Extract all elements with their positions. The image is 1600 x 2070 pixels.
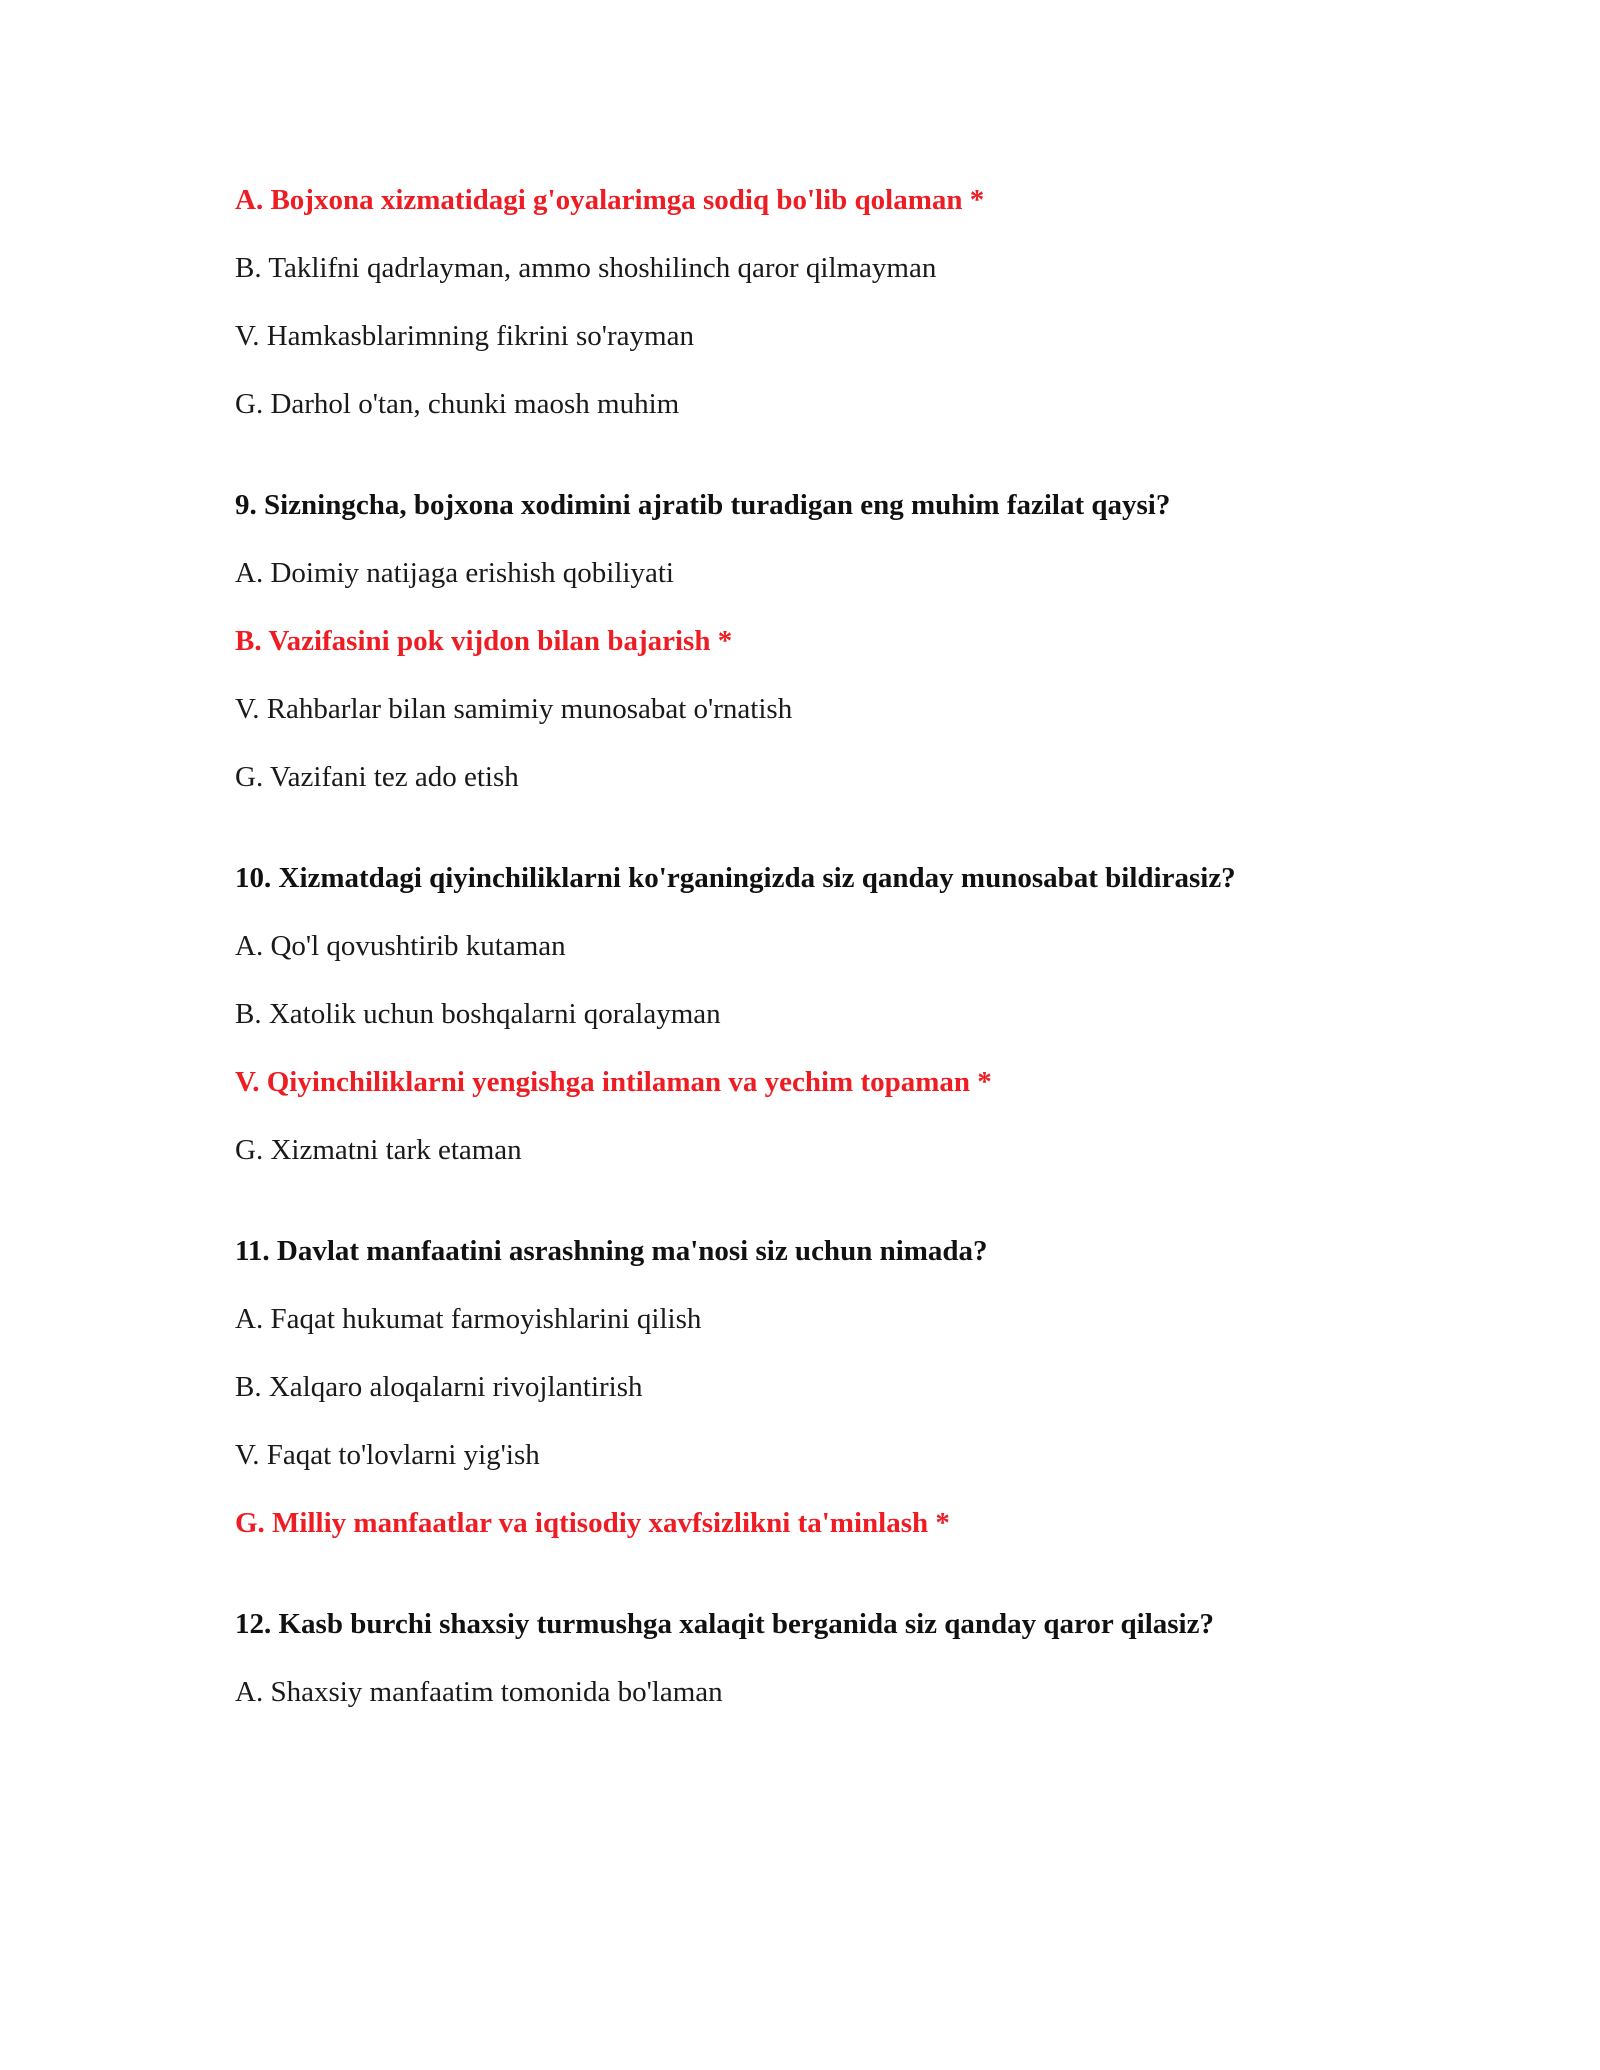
question-block-12 bbox=[235, 1607, 1435, 1709]
question-text: 9. Sizningcha, bojxona xodimini ajratib turadigan eng muhim fazilat qaysi? bbox=[235, 489, 1171, 521]
option-v: V. Hamkasblarimning fikrini so'rayman bbox=[235, 320, 694, 352]
option-g: G. Vazifani tez ado etish bbox=[235, 761, 519, 793]
option-g: G. Darhol o'tan, chunki maosh muhim bbox=[235, 388, 680, 420]
quiz-content bbox=[235, 183, 1435, 1743]
option-a: A. Doimiy natijaga erishish qobiliyati bbox=[235, 557, 674, 589]
question-text: 11. Davlat manfaatini asrashning ma'nosi siz uchun nimada? bbox=[235, 1235, 988, 1267]
option-v: V. Qiyinchiliklarni yengishga intilaman va yechim topaman * bbox=[235, 1066, 992, 1098]
option-a: A. Qo'l qovushtirib kutaman bbox=[235, 930, 566, 962]
option-v: V. Rahbarlar bilan samimiy munosabat o'rnatish bbox=[235, 693, 793, 725]
question-block-8 bbox=[235, 183, 1435, 421]
option-b: B. Taklifni qadrlayman, ammo shoshilinch qaror qilmayman bbox=[235, 252, 937, 284]
option-g: G. Milliy manfaatlar va iqtisodiy xavfsizlikni ta'minlash * bbox=[235, 1507, 950, 1539]
option-b: B. Xalqaro aloqalarni rivojlantirish bbox=[235, 1371, 643, 1403]
option-a: A. Faqat hukumat farmoyishlarini qilish bbox=[235, 1303, 702, 1335]
question-text: 12. Kasb burchi shaxsiy turmushga xalaqit berganida siz qanday qaror qilasiz? bbox=[235, 1608, 1214, 1640]
question-block-10 bbox=[235, 861, 1435, 1167]
question-block-9 bbox=[235, 488, 1435, 794]
option-a: A. Bojxona xizmatidagi g'oyalarimga sodiq bo'lib qolaman * bbox=[235, 184, 985, 216]
option-a: A. Shaxsiy manfaatim tomonida bo'laman bbox=[235, 1676, 723, 1708]
option-b: B. Xatolik uchun boshqalarni qoralayman bbox=[235, 998, 721, 1030]
question-text: 10. Xizmatdagi qiyinchiliklarni ko'rganingizda siz qanday munosabat bildirasiz? bbox=[235, 862, 1236, 894]
option-g: G. Xizmatni tark etaman bbox=[235, 1134, 522, 1166]
option-v: V. Faqat to'lovlarni yig'ish bbox=[235, 1439, 540, 1471]
question-block-11 bbox=[235, 1234, 1435, 1540]
option-b: B. Vazifasini pok vijdon bilan bajarish * bbox=[235, 625, 733, 657]
